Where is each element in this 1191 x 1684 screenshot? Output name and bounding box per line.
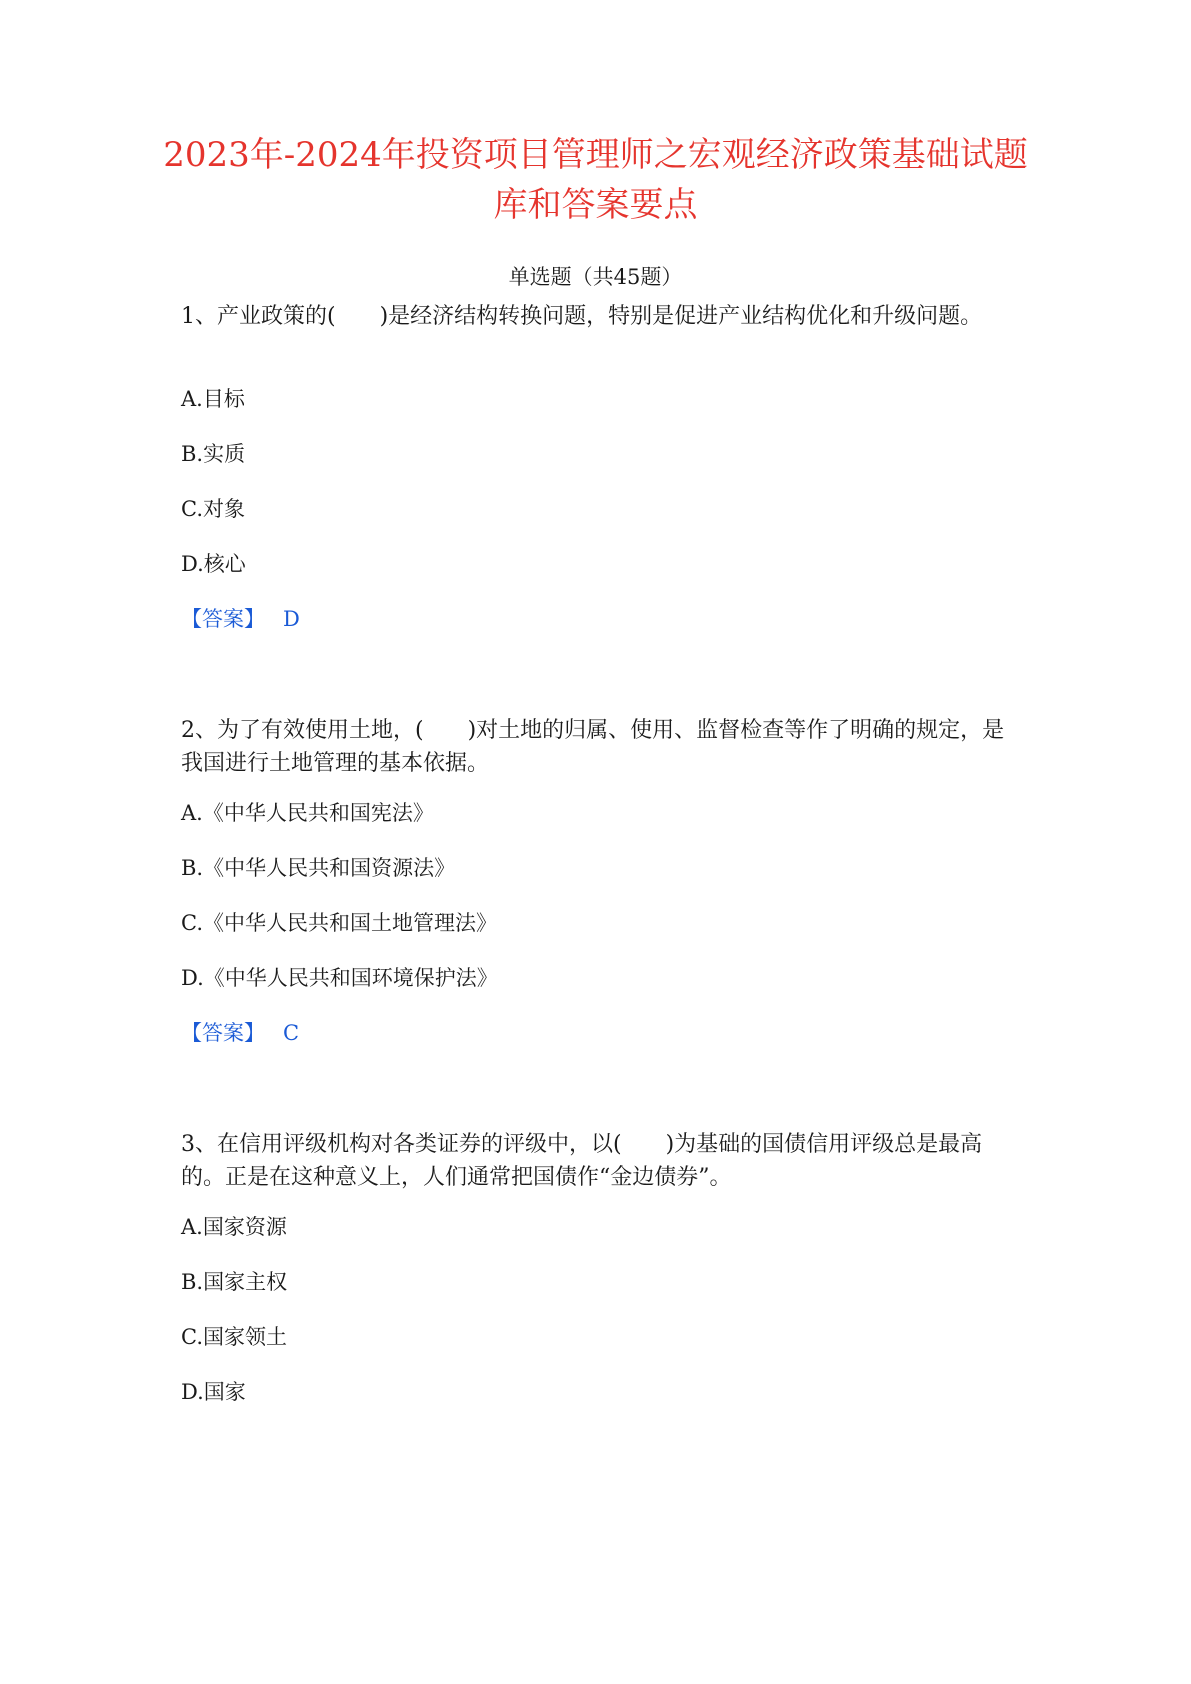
option-b: B.实质 <box>181 442 246 466</box>
option-a: A.国家资源 <box>181 1215 287 1239</box>
answer-line <box>181 604 300 634</box>
option-c: C.《中华人民共和国土地管理法》 <box>181 911 497 935</box>
option-b: B.《中华人民共和国资源法》 <box>181 856 456 880</box>
option-d: D.核心 <box>181 552 246 576</box>
document-title: 2023年-2024年投资项目管理师之宏观经济政策基础试题库和答案要点 <box>163 135 1028 225</box>
answer-label: 【答案】 <box>181 607 265 631</box>
option-c: C.对象 <box>181 497 245 521</box>
option-a: A.《中华人民共和国宪法》 <box>181 801 434 825</box>
question-text: 2、为了有效使用土地，( )对土地的归属、使用、监督检查等作了明确的规定，是我国进行土地管理的基本依据。 <box>181 718 1005 776</box>
option-d: D.《中华人民共和国环境保护法》 <box>181 966 498 990</box>
answer-label: 【答案】 <box>181 1021 265 1045</box>
option-b: B.国家主权 <box>181 1270 288 1294</box>
question-1 <box>181 300 1011 631</box>
answer-value: D <box>283 607 300 631</box>
question-3 <box>181 1128 1011 1404</box>
question-text: 1、产业政策的( )是经济结构转换问题，特别是促进产业结构优化和升级问题。 <box>181 304 983 329</box>
option-d: D.国家 <box>181 1380 246 1404</box>
option-a: A.目标 <box>181 387 245 411</box>
answer-value: C <box>283 1021 300 1045</box>
answer-line <box>181 1018 299 1048</box>
question-2 <box>181 714 1011 1045</box>
option-c: C.国家领土 <box>181 1325 287 1349</box>
section-heading: 单选题（共45题） <box>508 265 683 289</box>
question-text: 3、在信用评级机构对各类证券的评级中，以( )为基础的国债信用评级总是最高的。正是在这种意义上，人们通常把国债作“金边债券”。 <box>181 1132 983 1190</box>
